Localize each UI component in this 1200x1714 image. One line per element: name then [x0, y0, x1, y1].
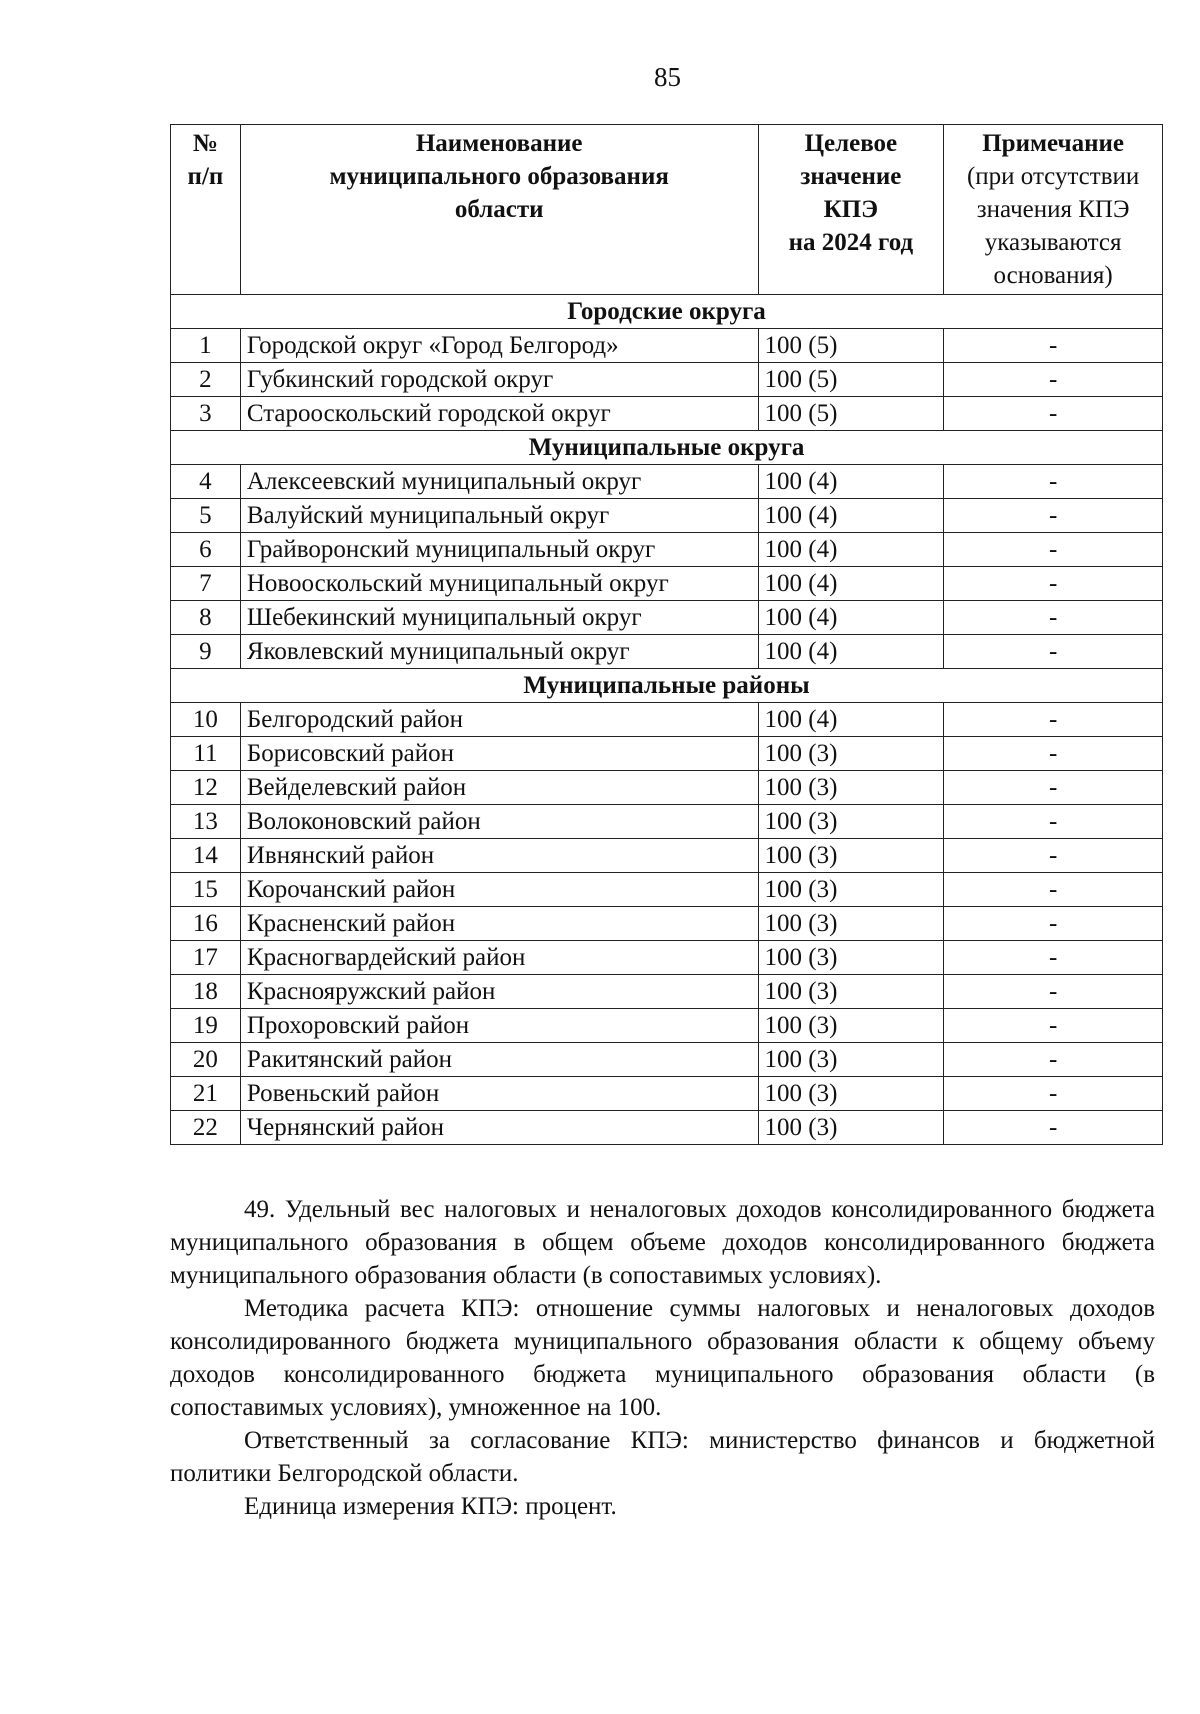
- table-row: [171, 975, 1163, 1009]
- kpe-target-value: 100 (4): [758, 499, 944, 533]
- row-note: -: [944, 975, 1163, 1009]
- table-row: [171, 737, 1163, 771]
- row-note: -: [944, 499, 1163, 533]
- row-number: 9: [171, 635, 241, 669]
- section-row: [171, 669, 1163, 703]
- row-number: 19: [171, 1009, 241, 1043]
- header-name-line: Наименование: [415, 130, 583, 157]
- header-num-line: №: [192, 130, 218, 157]
- table-row: [171, 635, 1163, 669]
- section-title: Муниципальные округа: [171, 431, 1163, 465]
- table-row: [171, 1043, 1163, 1077]
- municipality-name: Прохоровский район: [240, 1009, 758, 1043]
- row-note: -: [944, 907, 1163, 941]
- table-row: [171, 941, 1163, 975]
- row-number: 17: [171, 941, 241, 975]
- row-number: 14: [171, 839, 241, 873]
- header-note-line: Примечание: [982, 130, 1124, 157]
- table-row: [171, 839, 1163, 873]
- municipality-name: Яковлевский муниципальный округ: [240, 635, 758, 669]
- header-note-line: указываются: [984, 229, 1122, 256]
- table-row: [171, 465, 1163, 499]
- row-number: 5: [171, 499, 241, 533]
- municipality-name: Ивнянский район: [240, 839, 758, 873]
- kpe-target-value: 100 (3): [758, 975, 944, 1009]
- table-row: [171, 601, 1163, 635]
- kpe-target-value: 100 (4): [758, 465, 944, 499]
- row-note: -: [944, 465, 1163, 499]
- table-row: [171, 771, 1163, 805]
- table-row: [171, 873, 1163, 907]
- row-note: -: [944, 839, 1163, 873]
- kpe-target-value: 100 (3): [758, 737, 944, 771]
- municipality-name: Корочанский район: [240, 873, 758, 907]
- row-number: 4: [171, 465, 241, 499]
- row-number: 11: [171, 737, 241, 771]
- row-note: -: [944, 363, 1163, 397]
- table-row: [171, 567, 1163, 601]
- municipality-name: Городской округ «Город Белгород»: [240, 329, 758, 363]
- municipality-name: Ровеньский район: [240, 1077, 758, 1111]
- header-name-line: области: [454, 196, 544, 223]
- row-note: -: [944, 771, 1163, 805]
- row-number: 22: [171, 1111, 241, 1145]
- table-row: [171, 1111, 1163, 1145]
- kpe-target-value: 100 (3): [758, 941, 944, 975]
- municipality-name: Красногвардейский район: [240, 941, 758, 975]
- row-note: -: [944, 1111, 1163, 1145]
- row-note: -: [944, 1043, 1163, 1077]
- municipality-name: Старооскольский городской округ: [240, 397, 758, 431]
- table-row: [171, 703, 1163, 737]
- row-note: -: [944, 941, 1163, 975]
- row-number: 8: [171, 601, 241, 635]
- body-text: [170, 1193, 1155, 1523]
- table-row: [171, 1009, 1163, 1043]
- kpe-target-value: 100 (3): [758, 771, 944, 805]
- municipality-name: Ракитянский район: [240, 1043, 758, 1077]
- header-num: [171, 125, 241, 295]
- row-number: 15: [171, 873, 241, 907]
- row-number: 2: [171, 363, 241, 397]
- header-note: [944, 125, 1163, 295]
- header-value-line: КПЭ: [823, 196, 879, 223]
- table-row: [171, 397, 1163, 431]
- paragraph: Ответственный за согласование КПЭ: министерство финансов и бюджетной политики Белгородской области.: [170, 1427, 1155, 1487]
- kpe-target-value: 100 (3): [758, 1077, 944, 1111]
- kpe-target-value: 100 (5): [758, 329, 944, 363]
- row-number: 3: [171, 397, 241, 431]
- row-number: 16: [171, 907, 241, 941]
- row-number: 7: [171, 567, 241, 601]
- kpe-target-value: 100 (3): [758, 873, 944, 907]
- row-number: 10: [171, 703, 241, 737]
- municipality-name: Шебекинский муниципальный округ: [240, 601, 758, 635]
- section-title: Городские округа: [171, 295, 1163, 329]
- kpe-target-value: 100 (3): [758, 907, 944, 941]
- municipality-name: Новооскольский муниципальный округ: [240, 567, 758, 601]
- table-row: [171, 363, 1163, 397]
- table-row: [171, 329, 1163, 363]
- kpe-target-value: 100 (3): [758, 1009, 944, 1043]
- kpe-target-value: 100 (3): [758, 839, 944, 873]
- row-number: 20: [171, 1043, 241, 1077]
- section-row: [171, 295, 1163, 329]
- row-note: -: [944, 533, 1163, 567]
- paragraph: 49. Удельный вес налоговых и неналоговых доходов консолидированного бюджета муниципального образования в общем объеме доходов консолидированного бюджета муниципального образования области (в сопоставимых условиях).: [170, 1196, 1155, 1289]
- table-body: [171, 295, 1163, 1145]
- page-number: 85: [654, 62, 681, 92]
- row-note: -: [944, 397, 1163, 431]
- header-name: [240, 125, 758, 295]
- header-value-line: Целевое: [804, 130, 898, 157]
- header-value-line: значение: [800, 163, 902, 190]
- header-value: [758, 125, 944, 295]
- table-header-row: [171, 125, 1163, 295]
- paragraph: Единица измерения КПЭ: процент.: [244, 1493, 617, 1520]
- section-title: Муниципальные районы: [171, 669, 1163, 703]
- header-note-line: основания): [993, 262, 1113, 289]
- row-number: 21: [171, 1077, 241, 1111]
- kpe-table: [170, 124, 1163, 1145]
- table-row: [171, 1077, 1163, 1111]
- header-note-line: значения КПЭ: [976, 196, 1130, 223]
- row-note: -: [944, 703, 1163, 737]
- municipality-name: Губкинский городской округ: [240, 363, 758, 397]
- kpe-target-value: 100 (5): [758, 397, 944, 431]
- municipality-name: Борисовский район: [240, 737, 758, 771]
- header-num-line: п/п: [187, 163, 224, 190]
- row-number: 12: [171, 771, 241, 805]
- municipality-name: Грайворонский муниципальный округ: [240, 533, 758, 567]
- table-row: [171, 805, 1163, 839]
- municipality-name: Краснояружский район: [240, 975, 758, 1009]
- row-note: -: [944, 635, 1163, 669]
- municipality-name: Алексеевский муниципальный округ: [240, 465, 758, 499]
- kpe-target-value: 100 (5): [758, 363, 944, 397]
- table-row: [171, 533, 1163, 567]
- row-number: 6: [171, 533, 241, 567]
- row-note: -: [944, 873, 1163, 907]
- header-value-line: на 2024 год: [788, 229, 914, 256]
- row-note: -: [944, 567, 1163, 601]
- municipality-name: Вейделевский район: [240, 771, 758, 805]
- kpe-target-value: 100 (3): [758, 1043, 944, 1077]
- row-note: -: [944, 1077, 1163, 1111]
- header-note-line: (при отсутствии: [966, 163, 1140, 190]
- kpe-target-value: 100 (4): [758, 703, 944, 737]
- paragraph: Методика расчета КПЭ: отношение суммы налоговых и неналоговых доходов консолидированного бюджета муниципального образования области к общему объему доходов консолидированного бюджета муниципального образования области (в сопоставимых условиях), умноженное на 100.: [170, 1295, 1155, 1421]
- table-row: [171, 499, 1163, 533]
- kpe-target-value: 100 (4): [758, 567, 944, 601]
- header-name-line: муниципального образования: [329, 163, 669, 190]
- row-note: -: [944, 737, 1163, 771]
- municipality-name: Белгородский район: [240, 703, 758, 737]
- row-note: -: [944, 329, 1163, 363]
- kpe-target-value: 100 (3): [758, 1111, 944, 1145]
- kpe-target-value: 100 (4): [758, 635, 944, 669]
- municipality-name: Чернянский район: [240, 1111, 758, 1145]
- row-number: 18: [171, 975, 241, 1009]
- row-number: 13: [171, 805, 241, 839]
- row-note: -: [944, 601, 1163, 635]
- row-number: 1: [171, 329, 241, 363]
- section-row: [171, 431, 1163, 465]
- municipality-name: Валуйский муниципальный округ: [240, 499, 758, 533]
- municipality-name: Волоконовский район: [240, 805, 758, 839]
- kpe-target-value: 100 (4): [758, 601, 944, 635]
- row-note: -: [944, 1009, 1163, 1043]
- table-row: [171, 907, 1163, 941]
- municipality-name: Красненский район: [240, 907, 758, 941]
- row-note: -: [944, 805, 1163, 839]
- kpe-target-value: 100 (3): [758, 805, 944, 839]
- kpe-target-value: 100 (4): [758, 533, 944, 567]
